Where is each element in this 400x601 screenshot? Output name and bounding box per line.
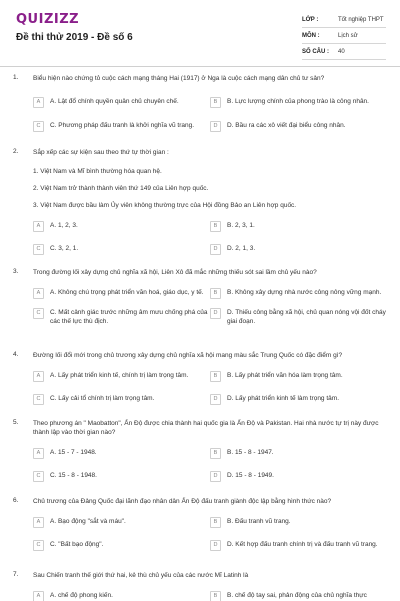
question-stem: Sắp xếp các sự kiện sau theo thứ tự thời gian :: [33, 149, 169, 156]
meta-row-count: [302, 44, 386, 60]
option-letter: C: [33, 540, 44, 551]
option-c[interactable]: [33, 540, 210, 551]
question-stem: Chủ trương của Đảng Quốc đại lãnh đạo nhân dân Ấn Độ đấu tranh giành độc lập bằng hình thức nào?: [33, 498, 332, 505]
option-b[interactable]: [210, 448, 387, 459]
header: [0, 0, 400, 62]
option-text: C. Phương pháp đấu tranh là khởi nghĩa vũ trang.: [50, 122, 195, 129]
option-b[interactable]: [210, 221, 387, 232]
option-text: B. chế độ tay sai, phản động của chủ nghĩa thực: [227, 592, 367, 599]
option-letter: B: [210, 221, 221, 232]
meta-value: 40: [338, 48, 345, 55]
option-b[interactable]: [210, 97, 387, 108]
option-a[interactable]: [33, 97, 210, 108]
meta-label: LỚP :: [302, 16, 319, 23]
option-letter: A: [33, 221, 44, 232]
option-letter: D: [210, 308, 221, 319]
option-a[interactable]: [33, 221, 210, 232]
quizizz-logo: QUIZIZZ: [16, 12, 80, 27]
option-d[interactable]: [210, 471, 387, 482]
question-stem: Theo phương án " Maobatton", Ấn Độ được chia thành hai quốc gia là Ấn Độ và Pakistan. Hai nhà nước tự trị này được thành lập vào thời gian nào?: [33, 420, 379, 436]
option-text: A. Bạo động "sắt và máu".: [50, 518, 126, 525]
option-text: D. 2, 1, 3.: [227, 245, 256, 252]
meta-label: MÔN :: [302, 32, 320, 39]
question-number: 4.: [13, 351, 19, 358]
option-letter: C: [33, 244, 44, 255]
option-text: A. Lấy phát triển kinh tế, chính trị làm trọng tâm.: [50, 372, 189, 379]
question-line: 1. Việt Nam và Mĩ bình thường hóa quan hệ.: [33, 168, 162, 175]
question-number: 5.: [13, 419, 19, 426]
option-text: A. Lật đổ chính quyền quân chủ chuyên chế.: [50, 98, 179, 105]
question-number: 7.: [13, 571, 19, 578]
option-text: B. Không xây dựng nhà nước công nông vững mạnh.: [227, 289, 382, 296]
question-line: 3. Việt Nam được bầu làm Ủy viên không thường trực của Hội đồng Bảo an Liên hợp quốc.: [33, 202, 297, 209]
option-text: C. 3, 2, 1.: [50, 245, 79, 252]
option-letter: D: [210, 540, 221, 551]
option-d[interactable]: [210, 308, 387, 326]
option-letter: B: [210, 371, 221, 382]
option-letter: D: [210, 471, 221, 482]
option-letter: D: [210, 244, 221, 255]
option-text: D. Kết hợp đấu tranh chính trị và đấu tranh vũ trang.: [227, 541, 378, 548]
option-letter: C: [33, 121, 44, 132]
option-text: D. Bầu ra các xô viết đại biểu công nhân.: [227, 122, 346, 129]
option-letter: A: [33, 591, 44, 601]
option-c[interactable]: [33, 471, 210, 482]
option-text: D. 15 - 8 - 1949.: [227, 472, 274, 479]
question-1: [0, 74, 400, 148]
option-c[interactable]: [33, 244, 210, 255]
option-text: A. chế độ phong kiến.: [50, 592, 113, 599]
option-text: C. Mất cảnh giác trước những âm mưu chống phá của các thế lực thù địch.: [50, 309, 208, 325]
option-text: C. 15 - 8 - 1948.: [50, 472, 97, 479]
meta-row-subject: [302, 28, 386, 44]
option-letter: A: [33, 517, 44, 528]
option-d[interactable]: [210, 244, 387, 255]
option-text: B. 15 - 8 - 1947.: [227, 449, 274, 456]
question-stem: Trong đường lối xây dựng chủ nghĩa xã hội, Liên Xô đã mắc những thiếu sót sai lầm chủ yếu nào?: [33, 269, 317, 276]
option-d[interactable]: [210, 394, 387, 405]
option-text: B. 2, 3, 1.: [227, 222, 255, 229]
option-letter: D: [210, 394, 221, 405]
option-letter: B: [210, 591, 221, 601]
option-d[interactable]: [210, 540, 387, 551]
question-7: [0, 571, 400, 601]
question-6: [0, 497, 400, 571]
option-a[interactable]: [33, 371, 210, 382]
option-letter: D: [210, 121, 221, 132]
question-2: [0, 148, 400, 268]
option-d[interactable]: [210, 121, 387, 132]
meta-label: SỐ CÂU :: [302, 48, 329, 55]
question-number: 6.: [13, 497, 19, 504]
option-letter: A: [33, 448, 44, 459]
option-letter: B: [210, 517, 221, 528]
option-c[interactable]: [33, 308, 210, 326]
option-a[interactable]: [33, 448, 210, 459]
option-a[interactable]: [33, 288, 210, 299]
option-b[interactable]: [210, 517, 387, 528]
option-text: C. "Bất bạo động".: [50, 541, 104, 548]
option-letter: A: [33, 371, 44, 382]
option-b[interactable]: [210, 288, 387, 299]
option-letter: C: [33, 394, 44, 405]
option-letter: C: [33, 471, 44, 482]
option-text: B. Lực lượng chính của phong trào là công nhân.: [227, 98, 369, 105]
question-stem: Đường lối đổi mới trong chủ trương xây dựng chủ nghĩa xã hội mang màu sắc Trung Quốc có đặc điểm gì?: [33, 352, 343, 359]
question-stem: Sau Chiến tranh thế giới thứ hai, kẻ thù chủ yếu của các nước Mĩ Latinh là: [33, 572, 249, 579]
option-text: D. Lấy phát triển kinh tế làm trọng tâm.: [227, 395, 339, 402]
option-text: B. Lấy phát triển văn hóa làm trọng tâm.: [227, 372, 343, 379]
meta-value: Tốt nghiệp THPT: [338, 16, 384, 23]
option-text: A. 1, 2, 3.: [50, 222, 78, 229]
meta-value: Lịch sử: [338, 32, 358, 39]
option-text: C. Lấy cải tổ chính trị làm trọng tâm.: [50, 395, 155, 402]
meta-panel: [302, 12, 386, 60]
question-number: 3.: [13, 268, 19, 275]
question-stem: Biểu hiện nào chứng tỏ cuộc cách mạng tháng Hai (1917) ở Nga là cuộc cách mạng dân chủ tư sản?: [33, 75, 325, 82]
option-a[interactable]: [33, 517, 210, 528]
question-5: [0, 419, 400, 497]
option-text: B. Đấu tranh vũ trang.: [227, 518, 291, 525]
question-line: 2. Việt Nam trở thành thành viên thứ 149 của Liên hợp quốc.: [33, 185, 209, 192]
page-title: Đề thi thử 2019 - Đề số 6: [16, 32, 133, 43]
question-number: 1.: [13, 74, 19, 81]
question-list: [0, 74, 400, 601]
option-text: D. Thiếu công bằng xã hội, chủ quan nóng vội đốt cháy giai đoạn.: [227, 309, 386, 325]
option-c[interactable]: [33, 121, 210, 132]
option-letter: C: [33, 308, 44, 319]
option-b[interactable]: [210, 371, 387, 382]
question-number: 2.: [13, 148, 19, 155]
option-letter: B: [210, 288, 221, 299]
header-divider: [0, 66, 400, 67]
option-letter: B: [210, 448, 221, 459]
option-c[interactable]: [33, 394, 210, 405]
option-letter: A: [33, 288, 44, 299]
option-text: A. 15 - 7 - 1948.: [50, 449, 97, 456]
meta-row-class: [302, 12, 386, 28]
question-4: [0, 351, 400, 419]
question-3: [0, 268, 400, 351]
option-letter: A: [33, 97, 44, 108]
option-text: A. Không chú trọng phát triển văn hoá, giáo dục, y tế.: [50, 289, 204, 296]
option-letter: B: [210, 97, 221, 108]
